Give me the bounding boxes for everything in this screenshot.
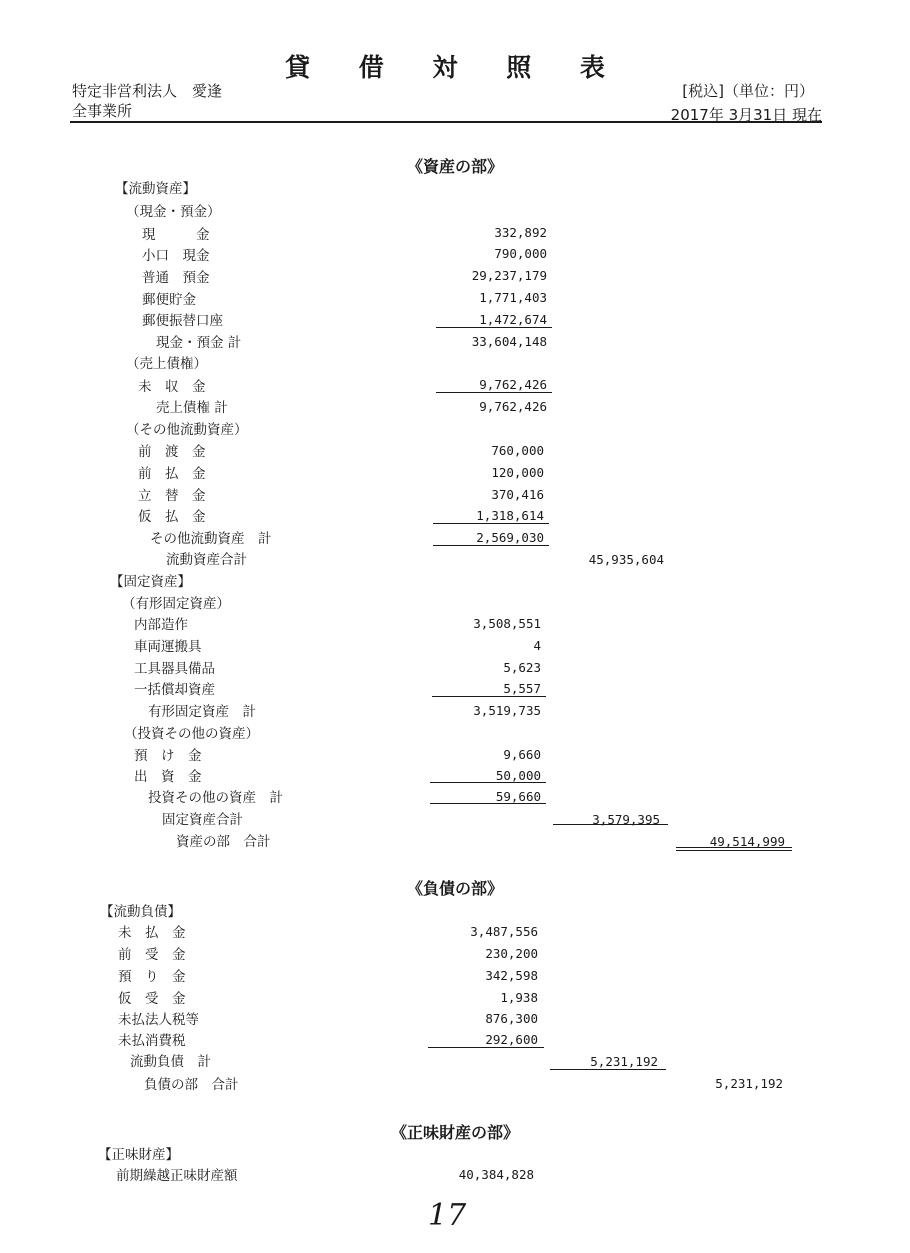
total-label: 流動資産合計 xyxy=(166,552,247,568)
subtotal-label: 投資その他の資産 計 xyxy=(148,790,283,806)
liabilities-heading: 《負債の部》 xyxy=(406,879,503,898)
tangible-heading: （有形固定資産） xyxy=(122,596,230,612)
account-label: 預 け 金 xyxy=(134,748,202,764)
cash-heading: （現金・預金） xyxy=(126,204,221,220)
account-label: 普通 預金 xyxy=(142,270,210,286)
grand-total-value: 49,514,999 xyxy=(709,834,785,849)
account-label: 現 金 xyxy=(142,227,210,243)
organization-name: 特定非営利法人 愛逢 xyxy=(72,82,223,100)
net-assets-subheading: 【正味財産】 xyxy=(98,1147,179,1163)
account-value: 1,771,403 xyxy=(479,290,547,305)
account-value: 4 xyxy=(533,638,541,653)
account-label: 預 り 金 xyxy=(118,969,186,985)
account-value: 1,938 xyxy=(500,990,538,1005)
account-label: 未 払 金 xyxy=(118,925,186,941)
net-assets-heading: 《正味財産の部》 xyxy=(390,1123,519,1142)
subtotal-value: 59,660 xyxy=(495,789,541,804)
tax-unit-note: [税込]（単位：円） xyxy=(682,82,814,100)
division-name: 全事業所 xyxy=(72,102,133,120)
account-label: 小口 現金 xyxy=(142,248,210,264)
subtotal-label: 売上債権 計 xyxy=(156,400,228,416)
account-value: 9,660 xyxy=(503,747,541,762)
subtotal-underline xyxy=(436,392,552,393)
total-value: 45,935,604 xyxy=(588,552,664,567)
other-current-heading: （その他流動資産） xyxy=(126,422,248,438)
account-label: 未払法人税等 xyxy=(118,1012,199,1028)
grand-total-double-underline xyxy=(676,847,792,851)
account-label: 未 収 金 xyxy=(138,379,206,395)
current-assets-heading: 【流動資産】 xyxy=(115,181,196,197)
subtotal-label: 流動負債 計 xyxy=(130,1054,211,1070)
subtotal-label: 現金・預金 計 xyxy=(156,335,242,351)
account-value: 5,557 xyxy=(503,681,541,696)
account-label: 車両運搬具 xyxy=(134,639,202,655)
grand-total-label: 資産の部 合計 xyxy=(176,834,271,850)
account-label: 郵便振替口座 xyxy=(142,313,223,329)
account-value: 1,472,674 xyxy=(479,312,547,327)
account-label: 工具器具備品 xyxy=(134,661,215,677)
account-value: 40,384,828 xyxy=(458,1167,534,1182)
account-label: 前 渡 金 xyxy=(138,444,206,460)
subtotal-label: 有形固定資産 計 xyxy=(148,704,256,720)
report-date: 2017年 3月31日 現在 xyxy=(670,106,822,124)
subtotal-underline xyxy=(428,1047,544,1048)
subtotal-underline xyxy=(430,782,546,783)
account-label: 立 替 金 xyxy=(138,488,206,504)
account-value: 3,508,551 xyxy=(473,616,541,631)
header-rule xyxy=(70,121,822,123)
account-value: 332,892 xyxy=(494,225,547,240)
subtotal-underline xyxy=(430,803,546,804)
account-value: 342,598 xyxy=(485,968,538,983)
total-value: 5,231,192 xyxy=(715,1076,783,1091)
investments-heading: （投資その他の資産） xyxy=(124,726,259,742)
account-value: 9,762,426 xyxy=(479,377,547,392)
subtotal-label: その他流動資産 計 xyxy=(150,531,272,547)
account-label: 出 資 金 xyxy=(134,769,202,785)
subtotal-value: 3,519,735 xyxy=(473,703,541,718)
account-label: 郵便貯金 xyxy=(142,292,196,308)
account-value: 876,300 xyxy=(485,1011,538,1026)
account-value: 230,200 xyxy=(485,946,538,961)
assets-heading: 《資産の部》 xyxy=(406,157,503,176)
account-label: 前期繰越正味財産額 xyxy=(116,1168,238,1184)
receivables-heading: （売上債権） xyxy=(126,356,207,372)
subtotal-value: 33,604,148 xyxy=(471,334,547,349)
subtotal-underline xyxy=(550,1069,666,1070)
account-value: 790,000 xyxy=(494,246,547,261)
account-label: 一括償却資産 xyxy=(134,682,215,698)
total-label: 負債の部 合計 xyxy=(144,1077,239,1093)
subtotal-underline xyxy=(436,327,552,328)
current-liabilities-heading: 【流動負債】 xyxy=(100,904,181,920)
account-value: 5,623 xyxy=(503,660,541,675)
document-title: 貸 借 対 照 表 xyxy=(285,53,625,82)
account-label: 未払消費税 xyxy=(118,1033,186,1049)
total-value: 3,579,395 xyxy=(592,812,660,827)
subtotal-value: 2,569,030 xyxy=(476,530,544,545)
fixed-assets-heading: 【固定資産】 xyxy=(110,574,191,590)
account-value: 370,416 xyxy=(491,487,544,502)
subtotal-underline xyxy=(433,523,549,524)
account-label: 前 受 金 xyxy=(118,947,186,963)
account-value: 760,000 xyxy=(491,443,544,458)
page-number: 17 xyxy=(428,1198,467,1233)
account-value: 1,318,614 xyxy=(476,508,544,523)
account-label: 仮 払 金 xyxy=(138,509,206,525)
account-value: 120,000 xyxy=(491,465,544,480)
subtotal-value: 9,762,426 xyxy=(479,399,547,414)
account-value: 3,487,556 xyxy=(470,924,538,939)
account-label: 内部造作 xyxy=(134,617,188,633)
subtotal-underline xyxy=(433,545,549,546)
account-label: 仮 受 金 xyxy=(118,991,186,1007)
subtotal-underline xyxy=(432,696,546,697)
total-label: 固定資産合計 xyxy=(162,812,243,828)
subtotal-value: 5,231,192 xyxy=(590,1054,658,1069)
account-label: 前 払 金 xyxy=(138,466,206,482)
account-value: 50,000 xyxy=(495,768,541,783)
account-value: 29,237,179 xyxy=(471,268,547,283)
account-value: 292,600 xyxy=(485,1032,538,1047)
